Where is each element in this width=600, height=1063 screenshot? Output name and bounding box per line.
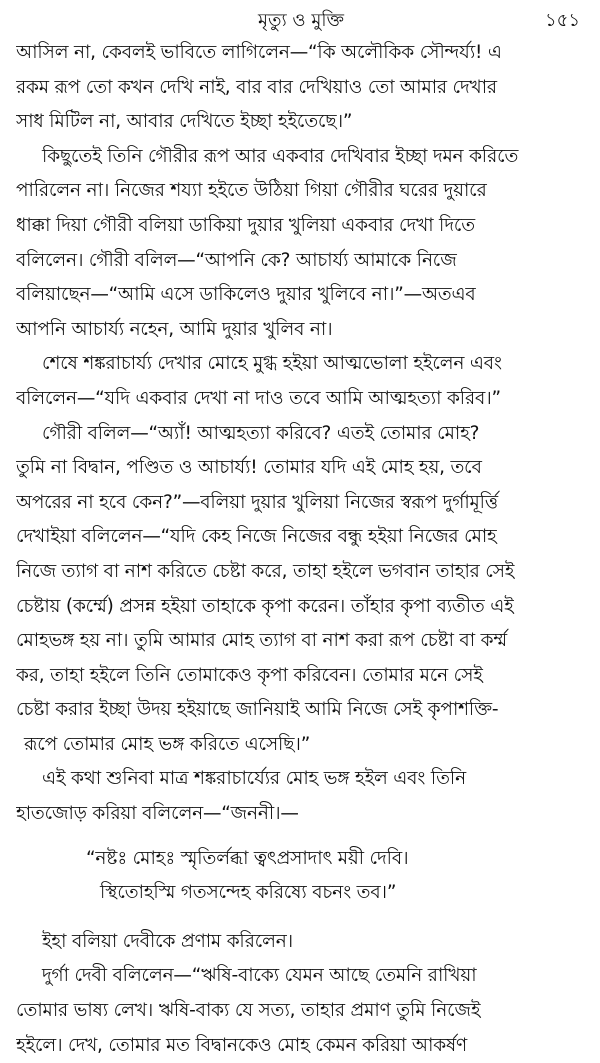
- paragraph: [16, 925, 586, 960]
- page-body: [16, 36, 586, 1063]
- paragraph: [16, 417, 586, 763]
- paragraph: [16, 959, 586, 1063]
- text-line: শেষে শঙ্করাচার্য্য দেখার মোহে মুগ্ধ হইয়া আত্মভোলা হইলেন এবং: [42, 353, 502, 375]
- text-line: কর, তাহা হইলে তিনি তোমাকেও কৃপা করিবেন। তোমার মনে সেই: [16, 664, 483, 686]
- paragraph: [16, 36, 586, 140]
- text-line: বলিলেন। গৌরী বলিল—“আপনি কে? আচার্য্য আমাকে নিজে: [16, 249, 457, 271]
- text-line: দেখাইয়া বলিলেন—“যদি কেহ নিজে নিজের বন্ধু হইয়া নিজের মোহ: [16, 526, 497, 548]
- text-line: আপনি আচার্য্য নহেন, আমি দুয়ার খুলিব না।: [16, 318, 333, 340]
- text-line: আসিল না, কেবলই ভাবিতে লাগিলেন—“কি অলৌকিক সৌন্দর্য্য! এ: [16, 42, 502, 63]
- text-line: হইলে। দেখ, তোমার মত বিদ্বানকেও মোহ কেমন করিয়া আকর্ষণ: [16, 1034, 467, 1056]
- text-line: পারিলেন না। নিজের শয্যা হইতে উঠিয়া গিয়া গৌরীর ঘরের দুয়ারে: [16, 180, 487, 202]
- text-line: মোহভঙ্গ হয় না। তুমি আমার মোহ ত্যাগ বা নাশ করা রূপ চেষ্টা বা কর্ম্ম: [16, 630, 507, 652]
- text-line: অপরের না হবে কেন?”—বলিয়া দুয়ার খুলিয়া নিজের স্বরূপ দুর্গামূর্ত্তি: [16, 491, 498, 513]
- text-line: হাতজোড় করিয়া বলিলেন—“জননী।—: [16, 803, 299, 825]
- text-line: রূপে তোমার মোহ ভঙ্গ করিতে এসেছি।”: [24, 733, 311, 755]
- paragraph: [16, 762, 586, 831]
- text-line: তুমি না বিদ্বান, পণ্ডিত ও আচার্য্য! তোমার যদি এই মোহ হয়, তবে: [16, 457, 482, 479]
- text-line: বলিলেন—“যদি একবার দেখা না দাও তবে আমি আত্মহত্যা করিব।”: [16, 387, 501, 409]
- text-line: গৌরী বলিল—“অ্যাঁ! আত্মহত্যা করিবে? এতই তোমার মোহ?: [42, 422, 480, 444]
- text-line: দুর্গা দেবী বলিলেন—“ঋষি-বাক্যে যেমন আছে তেমনি রাখিয়া: [42, 965, 477, 987]
- text-line: রকম রূপ তো কখন দেখি নাই, বার বার দেখিয়াও তো আমার দেখার: [16, 76, 497, 98]
- text-line: নিজে ত্যাগ বা নাশ করিতে চেষ্টা করে, তাহা হইলে ভগবান তাহার সেই: [16, 560, 515, 582]
- page-number: ১৫১: [544, 10, 580, 31]
- text-line: তোমার ভাষ্য লেখ। ঋষি-বাক্য যে সত্য, তাহার প্রমাণ তুমি নিজেই: [16, 1000, 481, 1022]
- paragraph: [16, 140, 586, 348]
- verse-line: স্থিতোহস্মি গতসন্দেহ করিষ্যে বচনং তব।”: [100, 882, 397, 904]
- paragraph: [16, 347, 586, 416]
- verse-line: “নষ্টঃ মোহঃ স্মৃতির্লব্ধা ত্বৎপ্রসাদাৎ ময়ী দেবি।: [86, 847, 409, 869]
- chapter-title: মৃত্যু ও মুক্তি: [257, 10, 345, 31]
- running-header: [16, 6, 586, 36]
- text-line: বলিয়াছেন—“আমি এসে ডাকিলেও দুয়ার খুলিবে না।”—অতএব: [16, 284, 476, 306]
- text-line: এই কথা শুনিবা মাত্র শঙ্করাচার্য্যের মোহ ভঙ্গ হইল এবং তিনি: [42, 768, 466, 790]
- text-line: কিছুতেই তিনি গৌরীর রূপ আর একবার দেখিবার ইচ্ছা দমন করিতে: [42, 145, 519, 167]
- text-line: চেষ্টা করার ইচ্ছা উদয় হইয়াছে জানিয়াই আমি নিজে সেই কৃপাশক্তি-: [16, 699, 499, 721]
- verse-block: [16, 842, 586, 911]
- text-line: ইহা বলিয়া দেবীকে প্রণাম করিলেন।: [42, 930, 293, 952]
- text-line: ধাক্কা দিয়া গৌরী বলিয়া ডাকিয়া দুয়ার খুলিয়া একবার দেখা দিতে: [16, 214, 475, 236]
- text-line: চেষ্টায় (কর্ম্মে) প্রসন্ন হইয়া তাহাকে কৃপা করেন। তাঁহার কৃপা ব্যতীত এই: [16, 595, 514, 617]
- text-line: সাধ মিটিল না, আবার দেখিতে ইচ্ছা হইতেছে।”: [16, 111, 353, 133]
